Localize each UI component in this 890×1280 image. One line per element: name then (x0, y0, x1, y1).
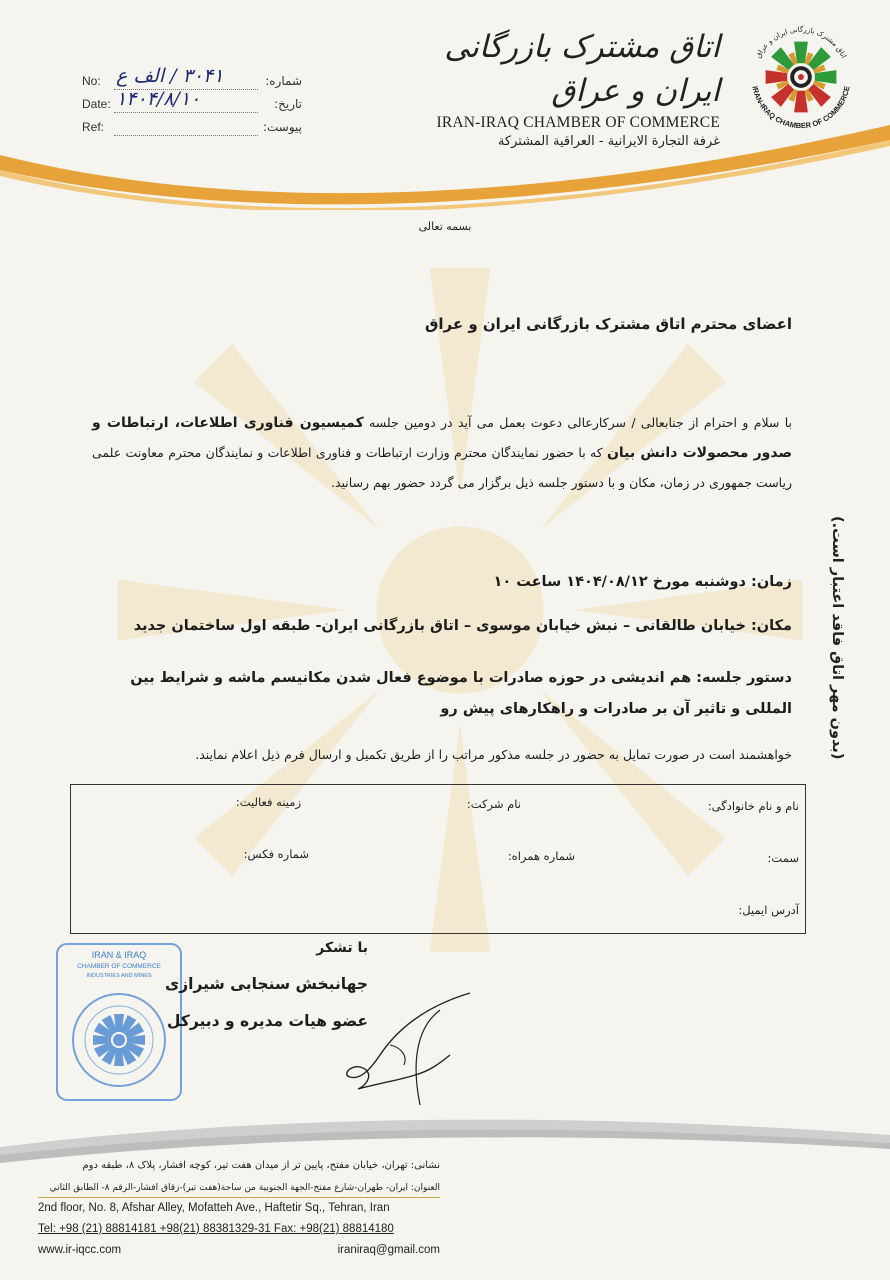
commission-name: کمیسیون فناوری اطلاعات، ارتباطات و صدور محصولات دانش بیان (92, 415, 792, 461)
signer-role: عضو هیات مدیره و دبیرکل (166, 1012, 368, 1030)
date-label-fa: تاریخ: (274, 97, 302, 111)
footer-address-ar: العنوان: ایران- طهران-شارع مفتح-الجهة الجنوبیة من ساحة(هفت تیر)-زقاق افشار-الرقم ۸- الطابق الثاني (49, 1183, 440, 1193)
svg-text:CHAMBER OF COMMERCE: CHAMBER OF COMMERCE (77, 963, 161, 970)
attachment-label-en: Ref: (82, 120, 105, 134)
signer-name: جهانبخش سنجابی شیرازی (165, 975, 368, 993)
date-line (114, 112, 258, 113)
footer-address-en: 2nd floor, No. 8, Afshar Alley, Mofatteh Ave., Haftetir Sq., Tehran, Iran (38, 1202, 390, 1214)
closing-text: با تشکر (316, 940, 368, 956)
attachment-row (82, 116, 302, 139)
paragraph-text-2: که با حضور نمایندگان محترم وزارت ارتباطات و فناوری اطلاعات و نمایندگان محترم معاونت علمی ریاست جمهوری در زمان، مکان و با دستور جلسه ذیل برگزار می گردد حضور بهم رسانید. (92, 445, 792, 490)
svg-text:IRAN & IRAQ: IRAN & IRAQ (91, 950, 147, 960)
form-label-full-name[interactable]: نام و نام خانوادگی: (707, 799, 799, 813)
handwritten-signature-icon (320, 985, 500, 1115)
request-text: خواهشمند است در صورت تمایل به حضور در جلسه مذکور مراتب را از طریق تکمیل و ارسال فرم ذیل اعلام نمایند. (195, 747, 792, 762)
brand-name-ar: غرفة التجارة الايرانية - العراقية المشتركة (497, 134, 720, 149)
footer-phones: Tel: +98 (21) 88814181 +98(21) 88381329-31 Fax: +98(21) 88814180 (38, 1223, 394, 1235)
footer (38, 1155, 440, 1261)
chamber-stamp-icon (55, 942, 183, 1102)
form-label-email[interactable]: آدرس ایمیل: (738, 903, 799, 917)
form-label-position[interactable]: سمت: (767, 851, 799, 865)
date-value: ۱۴۰۴/۸/۱۰ (116, 88, 201, 110)
date-label-en: Date: (82, 97, 111, 111)
footer-website-link[interactable]: www.ir-iqcc.com (38, 1244, 122, 1256)
svg-text:INDUSTRIES AND MINES: INDUSTRIES AND MINES (86, 973, 152, 979)
brand-block (390, 25, 720, 149)
registration-form (70, 784, 806, 934)
greeting: اعضای محترم اتاق مشترک بازرگانی ایران و عراق (424, 315, 792, 333)
form-label-mobile[interactable]: شماره همراه: (507, 849, 575, 863)
meeting-agenda: دستور جلسه: هم اندیشی در حوزه صادرات با موضوع فعال شدن مکانیسم ماشه و شرایط بین المللی و تاثیر آن بر صادرات و راهکارهای پیش رو (130, 670, 792, 717)
meeting-time: زمان: دوشنبه مورخ ۱۴۰۴/۰۸/۱۲ ساعت ۱۰ (493, 574, 792, 590)
paragraph-text-1: با سلام و احترام از جنابعالی / سرکارعالی دعوت بعمل می آید در دومین جلسه (363, 415, 792, 430)
footer-address-fa: نشانی: تهران، خیابان مفتح، پایین تر از میدان هفت تیر، کوچه افشار، پلاک ۸، طبقه دوم (82, 1160, 440, 1171)
number-label-en: No: (82, 74, 101, 88)
meeting-place: مکان: خیابان طالقانی – نبش خیابان موسوی – اتاق بازرگانی ایران- طبقه اول ساختمان جدید (133, 618, 792, 634)
reference-block (82, 65, 302, 139)
bismillah: بسمه تعالی (418, 220, 472, 233)
number-value: ۳۰۴۱ / الف ع (116, 65, 224, 87)
form-label-company[interactable]: نام شرکت: (466, 797, 521, 811)
brand-name-en: IRAN-IRAQ CHAMBER OF COMMERCE (436, 114, 720, 131)
number-label-fa: شماره: (265, 74, 302, 88)
svg-text:اتاق مشترک بازرگانی ایران و عر: اتاق مشترک بازرگانی ایران و عراق (753, 24, 849, 60)
attachment-line (114, 135, 258, 136)
date-row (82, 88, 302, 116)
form-label-fax[interactable]: شماره فکس: (243, 847, 309, 861)
svg-text:IRAN-IRAQ CHAMBER OF COMMERCE: IRAN-IRAQ CHAMBER OF COMMERCE (750, 85, 852, 131)
footer-web-row (38, 1240, 440, 1261)
brand-name-fa: اتاق مشترک بازرگانی ایران و عراق (444, 29, 720, 109)
validity-note: (بدون مهر اتاق فاقد اعتبار است.) (829, 516, 845, 760)
form-label-activity[interactable]: زمینه فعالیت: (235, 795, 301, 809)
attachment-label-fa: پیوست: (262, 120, 302, 134)
invitation-paragraph (92, 408, 792, 497)
chamber-logo-icon (742, 18, 860, 136)
footer-email-link[interactable]: iraniraq@gmail.com (337, 1244, 440, 1256)
